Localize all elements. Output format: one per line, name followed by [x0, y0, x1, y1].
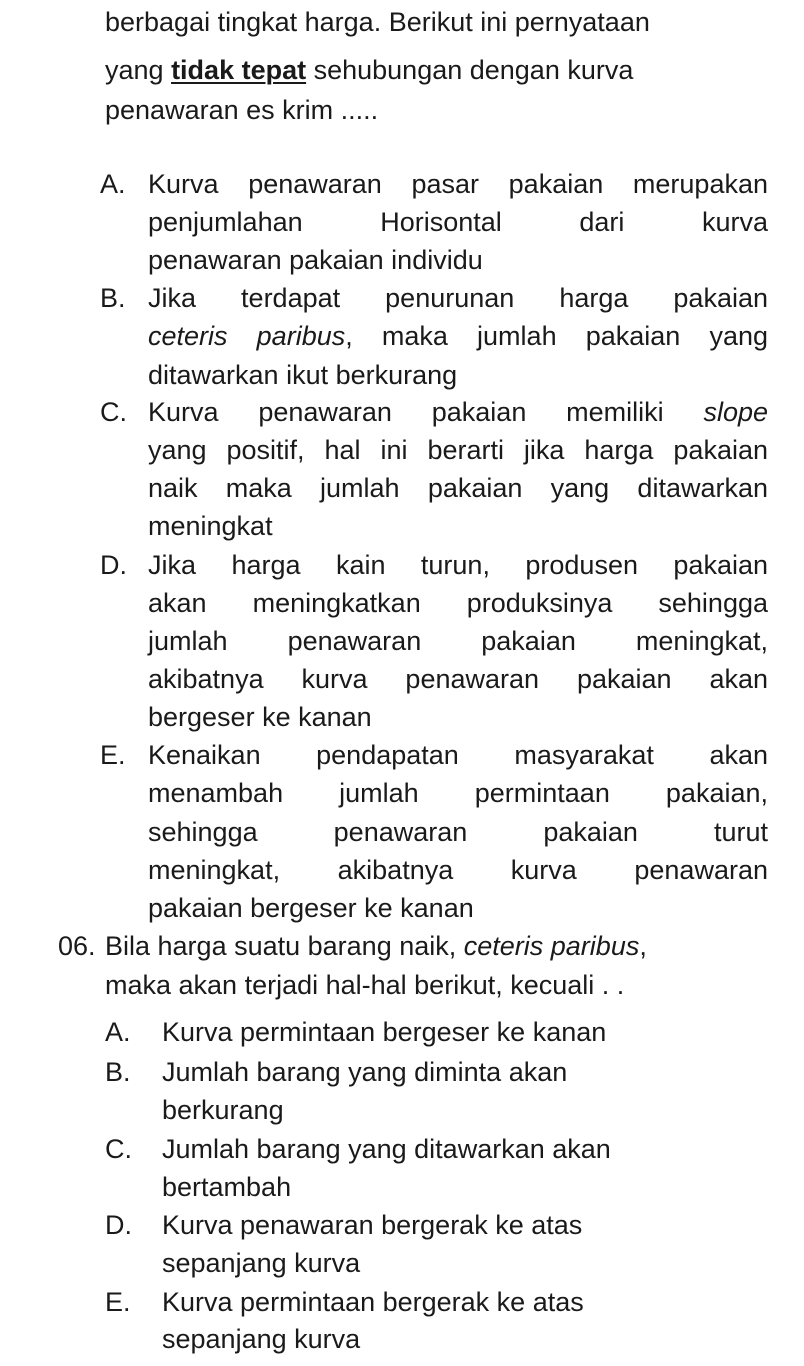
- option-line: Jumlah barang yang diminta akan: [162, 1057, 568, 1087]
- option-line: Kurva permintaan bergerak ke atas: [162, 1287, 584, 1317]
- option-line: ditawarkan ikut berkurang: [148, 360, 458, 390]
- option-line: sepanjang kurva: [162, 1248, 361, 1278]
- intro-line: [105, 51, 633, 89]
- option-line: [148, 393, 768, 431]
- option-line: Jumlah barang yang ditawarkan akan: [162, 1134, 611, 1164]
- question-line: [105, 927, 647, 965]
- option-line: [148, 317, 768, 355]
- option-line: sehingga penawaran pakaian turut: [148, 817, 768, 847]
- option-line: menambah jumlah permintaan pakaian,: [148, 778, 768, 808]
- question-text: ,: [639, 931, 647, 961]
- question-text: Bila harga suatu barang naik,: [105, 931, 464, 961]
- option-line: Kurva penawaran pasar pakaian merupakan: [148, 169, 768, 199]
- option-line: jumlah penawaran pakaian meningkat,: [148, 626, 768, 656]
- option-letter: E.: [105, 1287, 131, 1317]
- option-line: akan meningkatkan produksinya sehingga: [148, 588, 768, 618]
- intro-line: berbagai tingkat harga. Berikut ini pernyataan: [105, 7, 650, 37]
- option-letter: E.: [100, 740, 126, 770]
- question-number: 06.: [58, 931, 96, 961]
- question-line: maka akan terjadi hal-hal berikut, kecuali . .: [105, 970, 625, 1000]
- option-line: bergeser ke kanan: [148, 702, 372, 732]
- emphasis-text: tidak tepat: [171, 55, 307, 85]
- option-line: akibatnya kurva penawaran pakaian akan: [148, 664, 768, 694]
- italic-term: ceteris paribus: [463, 931, 640, 961]
- option-line: meningkat: [148, 511, 273, 541]
- option-letter: D.: [100, 550, 127, 580]
- option-letter: C.: [105, 1134, 132, 1164]
- option-line: naik maka jumlah pakaian yang ditawarkan: [148, 473, 768, 503]
- option-line: Jika harga kain turun, produsen pakaian: [148, 550, 768, 580]
- option-line: penawaran pakaian individu: [148, 245, 483, 275]
- option-line: yang positif, hal ini berarti jika harga pakaian: [148, 435, 768, 465]
- option-line: berkurang: [162, 1095, 284, 1125]
- option-letter: A.: [100, 169, 126, 199]
- option-letter: A.: [105, 1017, 131, 1047]
- option-line: meningkat, akibatnya kurva penawaran: [148, 855, 768, 885]
- option-line: Kenaikan pendapatan masyarakat akan: [148, 740, 768, 770]
- option-letter: C.: [100, 397, 127, 427]
- option-text: , maka jumlah pakaian yang: [345, 321, 768, 351]
- option-line: Kurva permintaan bergeser ke kanan: [162, 1017, 607, 1047]
- italic-term: ceteris paribus: [148, 321, 346, 351]
- option-letter: B.: [100, 283, 126, 313]
- option-line: Kurva penawaran bergerak ke atas: [162, 1210, 583, 1240]
- option-line: pakaian bergeser ke kanan: [148, 893, 474, 923]
- option-line: bertambah: [162, 1172, 292, 1202]
- option-line: sepanjang kurva: [162, 1324, 361, 1354]
- option-line: Jika terdapat penurunan harga pakaian: [148, 283, 768, 313]
- option-letter: B.: [105, 1057, 131, 1087]
- intro-text: sehubungan dengan kurva: [306, 55, 634, 85]
- italic-term: slope: [703, 397, 768, 427]
- intro-text: yang: [105, 55, 172, 85]
- option-line: penjumlahan Horisontal dari kurva: [148, 207, 768, 237]
- intro-line: penawaran es krim .....: [105, 95, 379, 125]
- option-text: Kurva penawaran pakaian memiliki: [148, 397, 704, 427]
- option-letter: D.: [105, 1210, 132, 1240]
